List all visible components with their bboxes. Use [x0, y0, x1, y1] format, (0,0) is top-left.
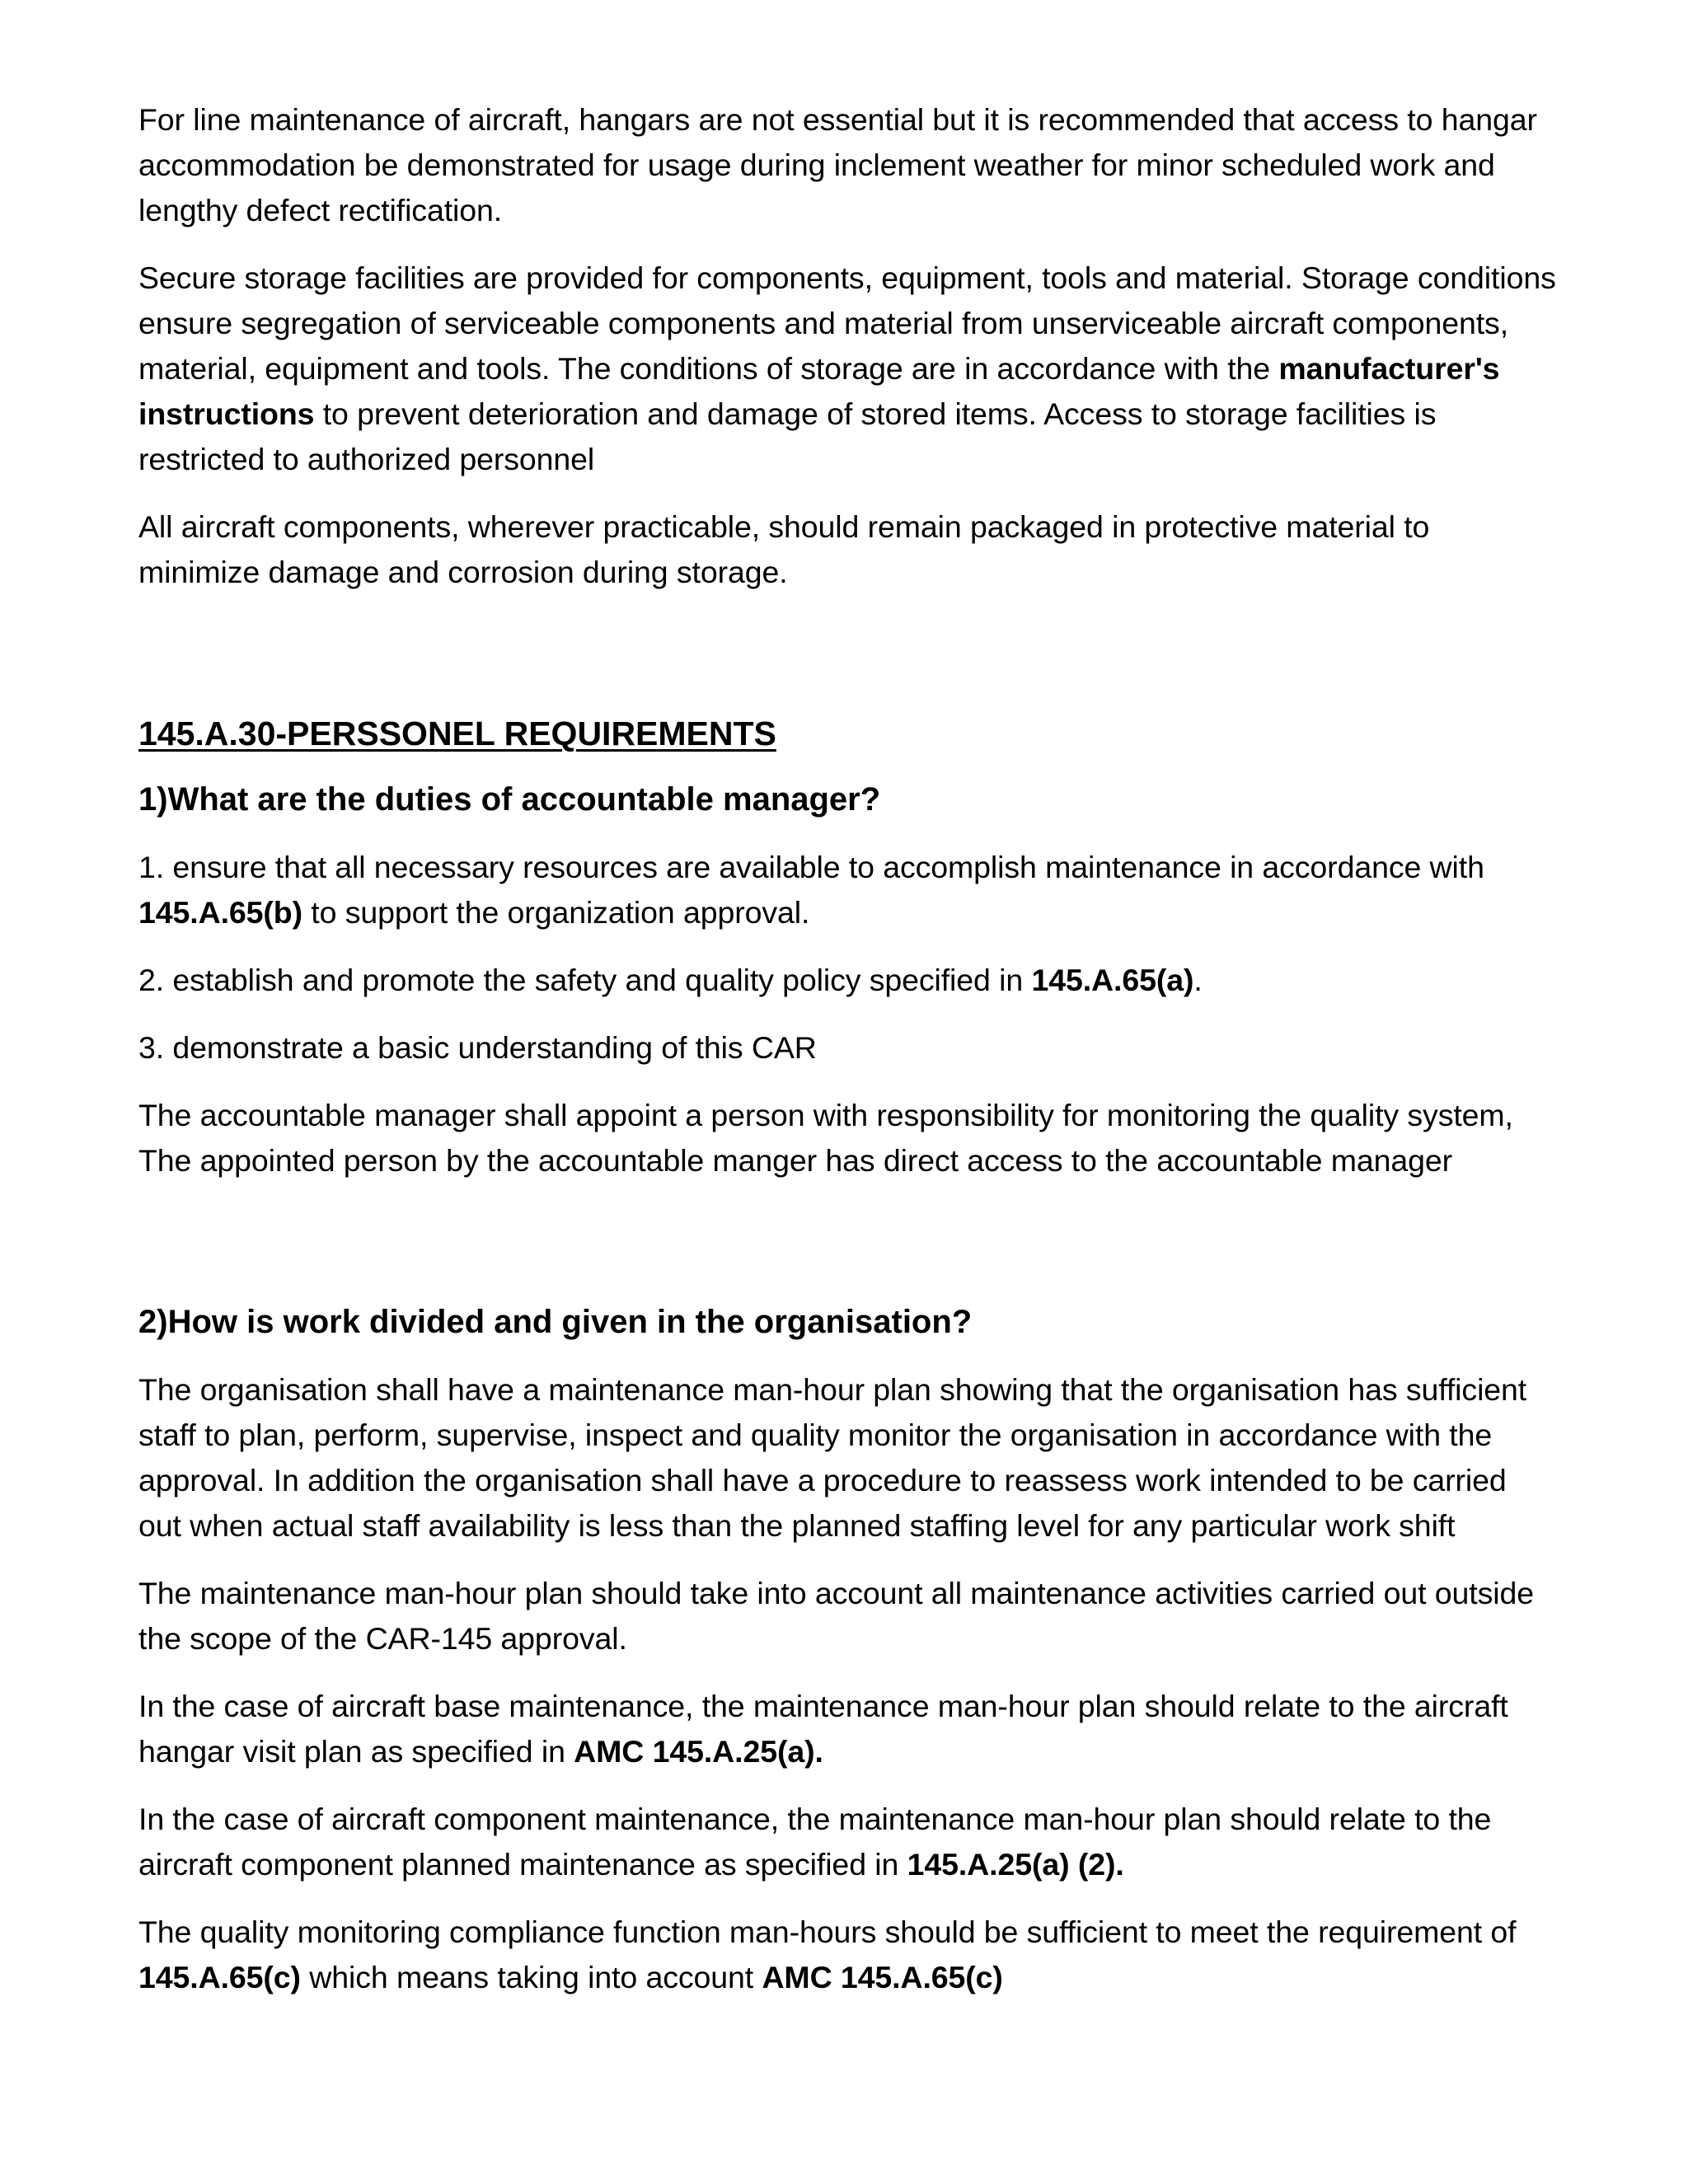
spacer — [138, 617, 1556, 713]
paragraph-text: For line maintenance of aircraft, hangars are not essential but it is recommended that access to hangar accommodation be demonstrated for usage during inclement weather for minor scheduled work and lengthy defect rectification. — [138, 102, 1537, 227]
bold-reference: 145.A.65(b) — [138, 895, 302, 930]
paragraph-component-maintenance — [138, 1797, 1556, 1887]
paragraph-quality-person — [138, 1093, 1556, 1183]
paragraph-text: . — [1193, 963, 1203, 997]
paragraph-outside-scope — [138, 1571, 1556, 1661]
paragraph-text: All aircraft components, wherever practicable, should remain packaged in protective material to minimize damage and corrosion during storage. — [138, 509, 1430, 589]
spacer — [138, 1206, 1556, 1301]
paragraph-text: to support the organization approval. — [302, 895, 810, 930]
paragraph-text: to prevent deterioration and damage of stored items. Access to storage facilities is restricted to authorized personnel — [138, 396, 1437, 476]
duty-item-3 — [138, 1025, 1556, 1071]
paragraph-text: The quality monitoring compliance function man-hours should be sufficient to meet the requirement of — [138, 1915, 1517, 1949]
question-heading-1: 1)What are the duties of accountable manager? — [138, 781, 881, 818]
paragraph-text: The maintenance man-hour plan should take into account all maintenance activities carried out outside the scope of the CAR-145 approval. — [138, 1576, 1534, 1656]
bold-reference: 145.A.65(a) — [1031, 963, 1194, 997]
paragraph-hangar-access — [138, 97, 1556, 233]
bold-reference: 145.A.25(a) (2). — [907, 1847, 1124, 1882]
bold-reference: 145.A.65(c) — [138, 1960, 301, 1994]
paragraph-text: which means taking into account — [300, 1960, 762, 1994]
paragraph-quality-monitoring — [138, 1910, 1556, 2000]
question-heading-2: 2)How is work divided and given in the organisation? — [138, 1304, 973, 1340]
paragraph-man-hour-plan — [138, 1367, 1556, 1549]
paragraph-text: In the case of aircraft component maintenance, the maintenance man-hour plan should relate to the aircraft component planned maintenance as specified in — [138, 1802, 1492, 1882]
paragraph-text: 3. demonstrate a basic understanding of this CAR — [138, 1030, 817, 1065]
duty-item-2 — [138, 958, 1556, 1003]
paragraph-text: The organisation shall have a maintenance man-hour plan showing that the organisation has sufficient staff to plan, perform, supervise, inspect and quality monitor the organisation in accordance with the approval. In addition the organisation shall have a procedure to reassess work intended to be carried out when actual staff availability is less than the planned staffing level for any particular work shift — [138, 1372, 1527, 1543]
bold-reference: AMC 145.A.65(c) — [762, 1960, 1003, 1994]
bold-term: manufacturer's instructions — [138, 351, 1500, 431]
paragraph-packaging — [138, 504, 1556, 595]
duty-item-1 — [138, 845, 1556, 935]
paragraph-text: Secure storage facilities are provided for components, equipment, tools and material. Storage conditions ensure segregation of serviceable components and material from unserviceable aircraft components, material, equipment and tools. The conditions of storage are in accordance with the — [138, 260, 1556, 386]
paragraph-text: In the case of aircraft base maintenance, the maintenance man-hour plan should relate to the aircraft hangar visit plan as specified in — [138, 1689, 1508, 1769]
paragraph-text: 2. establish and promote the safety and quality policy specified in — [138, 963, 1032, 997]
bold-reference: AMC 145.A.25(a). — [574, 1734, 823, 1769]
document-page — [138, 97, 1556, 2022]
paragraph-text: The accountable manager shall appoint a person with responsibility for monitoring the quality system, The appointed person by the accountable manger has direct access to the accountable manager — [138, 1098, 1513, 1178]
paragraph-base-maintenance — [138, 1684, 1556, 1774]
section-title: 145.A.30-PERSSONEL REQUIREMENTS — [138, 715, 776, 752]
paragraph-storage-facilities — [138, 255, 1556, 482]
paragraph-text: 1. ensure that all necessary resources are available to accomplish maintenance in accordance with — [138, 850, 1484, 884]
